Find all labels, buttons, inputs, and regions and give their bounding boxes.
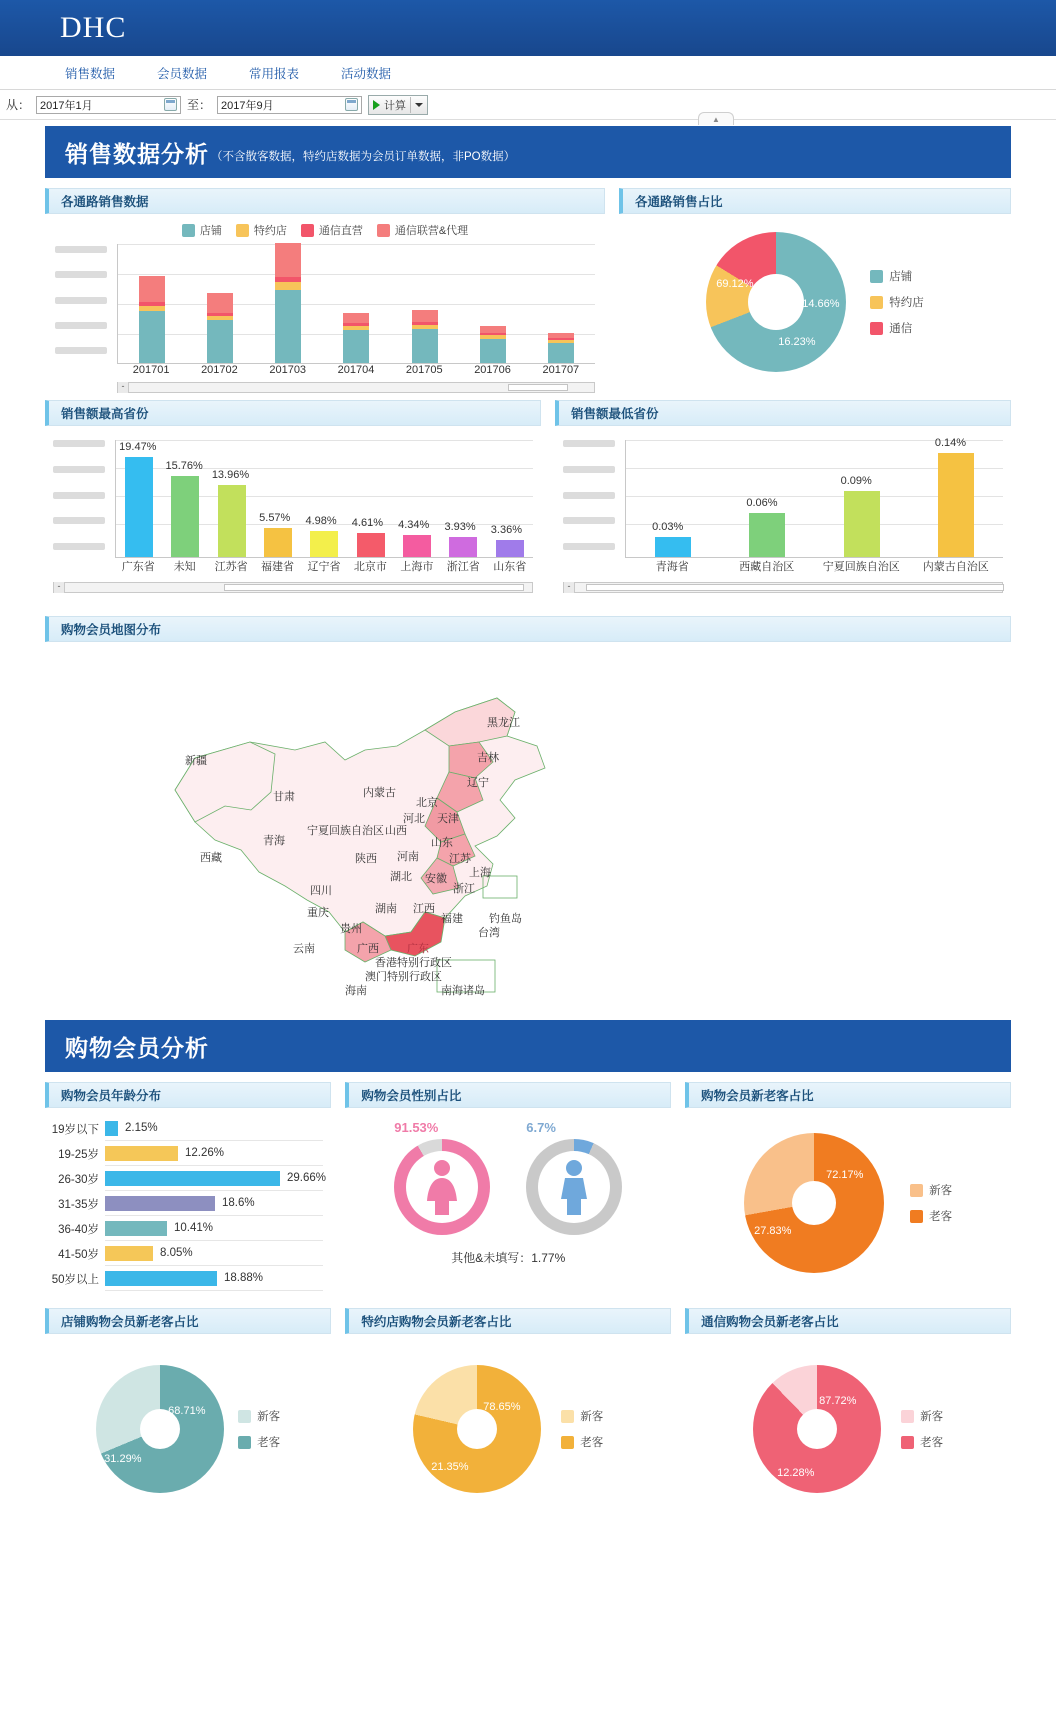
comm-newold-legend xyxy=(901,1408,943,1450)
member-section-title: 购物会员分析 xyxy=(65,1034,209,1061)
bar-201704[interactable] xyxy=(343,313,369,363)
female-pct: 91.53% xyxy=(394,1120,439,1135)
map-label-tianjin: 天津 xyxy=(437,813,459,825)
legend-item-old: 老客 xyxy=(561,1434,603,1450)
map-label-henan: 河南 xyxy=(397,851,419,863)
map-label-neimenggu: 内蒙古 xyxy=(363,787,396,799)
store-label-old: 68.71% xyxy=(168,1405,206,1417)
to-date-input[interactable] xyxy=(217,96,362,114)
donut-label-store: 69.12% xyxy=(716,278,754,290)
panel-agent-newold xyxy=(345,1308,671,1524)
legend-item-comm: 通信 xyxy=(870,320,924,336)
age-row[interactable]: 26-30岁 29.66% xyxy=(45,1166,323,1191)
male-pct: 6.7% xyxy=(526,1120,556,1135)
bottom-province-x-axis: 青海省 西藏自治区 宁夏回族自治区 内蒙古自治区 xyxy=(655,561,989,573)
top-province-scrollbar[interactable] xyxy=(53,582,533,593)
agent-newold-chart xyxy=(345,1334,671,1524)
comm-label-new: 12.28% xyxy=(777,1467,815,1479)
bar-shanghai[interactable]: 4.34% xyxy=(403,535,431,557)
channel-sales-chart xyxy=(45,214,605,390)
from-label: 从： xyxy=(6,98,31,112)
newold-label-new: 27.83% xyxy=(754,1225,792,1237)
map-label-beijing: 北京 xyxy=(416,797,438,809)
panel-title-top-province: 销售额最高省份 xyxy=(45,400,541,426)
calculate-button[interactable] xyxy=(368,95,428,115)
panel-channel-share xyxy=(619,188,1011,390)
channel-sales-x-axis: 201701 201702 201703 201704 201705 201706 201707 xyxy=(132,364,580,376)
bar-jiangsu[interactable]: 13.96% xyxy=(218,485,246,557)
member-map-chart[interactable] xyxy=(45,642,1011,1002)
brand-logo: DHC xyxy=(60,11,127,44)
map-label-hubei: 湖北 xyxy=(390,871,412,883)
divider xyxy=(410,97,411,113)
scroll-thumb[interactable] xyxy=(586,584,1004,591)
store-newold-legend xyxy=(238,1408,280,1450)
bar-unknown[interactable]: 15.76% xyxy=(171,476,199,557)
map-label-hongkong: 香港特别行政区 xyxy=(375,957,452,969)
bar-fujian[interactable]: 5.57% xyxy=(264,528,292,557)
map-label-zhejiang: 浙江 xyxy=(453,883,475,895)
bar-ningxia[interactable]: 0.09% xyxy=(844,491,880,557)
map-label-guangxi: 广西 xyxy=(357,943,379,955)
legend-item-store: 店铺 xyxy=(182,222,222,238)
app-header xyxy=(0,0,1056,56)
panel-newold xyxy=(685,1082,1011,1298)
scroll-thumb[interactable] xyxy=(224,584,524,591)
age-row[interactable]: 19-25岁 12.26% xyxy=(45,1141,323,1166)
age-row[interactable]: 36-40岁 10.41% xyxy=(45,1216,323,1241)
map-label-hebei: 河北 xyxy=(403,813,425,825)
panel-title-store-newold: 店铺购物会员新老客占比 xyxy=(45,1308,331,1334)
legend-item-new: 新客 xyxy=(901,1408,943,1424)
legend-item-store: 店铺 xyxy=(870,268,924,284)
calendar-icon[interactable] xyxy=(345,98,358,111)
male-icon xyxy=(554,1159,594,1215)
china-map-svg[interactable] xyxy=(45,650,1011,1010)
bar-201702[interactable] xyxy=(207,293,233,363)
legend-item-agent: 特约店 xyxy=(870,294,924,310)
to-label: 至： xyxy=(187,98,212,112)
map-label-macau: 澳门特别行政区 xyxy=(365,971,442,983)
channel-share-chart xyxy=(619,214,1011,390)
agent-newold-legend xyxy=(561,1408,603,1450)
panel-member-map xyxy=(45,616,1011,1002)
map-label-diaoyudao: 钓鱼岛 xyxy=(489,913,522,925)
bar-201701[interactable] xyxy=(139,276,165,363)
comm-newold-donut[interactable] xyxy=(753,1365,881,1493)
map-label-shaanxi: 陕西 xyxy=(355,853,377,865)
map-label-yunnan: 云南 xyxy=(293,943,315,955)
calendar-icon[interactable] xyxy=(164,98,177,111)
panel-title-member-map: 购物会员地图分布 xyxy=(45,616,1011,642)
legend-item-old: 老客 xyxy=(238,1434,280,1450)
panel-comm-newold xyxy=(685,1308,1011,1524)
agent-label-new: 21.35% xyxy=(431,1461,469,1473)
map-label-jiangxi: 江西 xyxy=(413,903,435,915)
donut-label-comm: 16.23% xyxy=(778,336,816,348)
sales-section-title: 销售数据分析 xyxy=(65,140,209,167)
top-province-x-axis: 广东省 未知 江苏省 福建省 辽宁省 北京市 上海市 浙江省 山东省 xyxy=(121,561,527,573)
nav-item-reports[interactable]: 常用报表 xyxy=(249,66,300,81)
scroll-thumb[interactable] xyxy=(508,384,568,391)
panel-title-age: 购物会员年龄分布 xyxy=(45,1082,331,1108)
bar-guangdong[interactable]: 19.47% xyxy=(125,457,153,557)
calculate-label: 计算 xyxy=(384,99,407,112)
sales-section-subtitle: （不含散客数据，特约店数据为会员订单数据，非PO数据） xyxy=(211,150,516,163)
legend-item-comm-agency: 通信联营&代理 xyxy=(377,222,468,238)
panel-title-comm-newold: 通信购物会员新老客占比 xyxy=(685,1308,1011,1334)
panel-age xyxy=(45,1082,331,1298)
store-newold-donut[interactable] xyxy=(96,1365,224,1493)
donut-label-agent: 14.66% xyxy=(802,298,840,310)
map-label-hainan: 海南 xyxy=(345,985,367,997)
panel-title-newold: 购物会员新老客占比 xyxy=(685,1082,1011,1108)
bar-201705[interactable] xyxy=(412,310,438,363)
bar-neimenggu[interactable]: 0.14% xyxy=(938,453,974,557)
map-label-sichuan: 四川 xyxy=(310,885,332,897)
map-label-shandong: 山东 xyxy=(431,837,453,849)
map-label-gansu: 甘肃 xyxy=(273,791,295,803)
bottom-province-scrollbar[interactable] xyxy=(563,582,1003,593)
legend-item-comm-direct: 通信直营 xyxy=(301,222,363,238)
map-label-hunan: 湖南 xyxy=(375,903,397,915)
agent-label-old: 78.65% xyxy=(483,1401,521,1413)
panel-title-gender: 购物会员性别占比 xyxy=(345,1082,671,1108)
chevron-down-icon[interactable] xyxy=(415,103,423,107)
bar-liaoning[interactable]: 4.98% xyxy=(310,531,338,557)
scroll-minus-icon[interactable]: - xyxy=(54,582,65,593)
nav-item-sales[interactable]: 销售数据 xyxy=(65,66,116,81)
newold-label-old: 72.17% xyxy=(826,1169,864,1181)
channel-share-legend xyxy=(870,268,924,336)
map-label-shanxi: 山西 xyxy=(385,825,407,837)
channel-sales-plot xyxy=(117,244,595,364)
from-date-value: 2017年1月 xyxy=(40,99,93,112)
map-label-guangdong: 广东 xyxy=(407,943,429,955)
map-label-xizang: 西藏 xyxy=(200,852,222,864)
comm-label-old: 87.72% xyxy=(819,1395,857,1407)
legend-item-new: 新客 xyxy=(561,1408,603,1424)
gender-note: 其他&未填写：1.77% xyxy=(451,1251,566,1265)
bar-xizang[interactable]: 0.06% xyxy=(749,513,785,557)
bar-201706[interactable] xyxy=(480,326,506,363)
top-province-plot xyxy=(115,440,533,558)
female-icon xyxy=(422,1159,462,1215)
map-label-xinjiang: 新疆 xyxy=(185,755,207,767)
date-filter-bar xyxy=(0,90,1056,124)
store-newold-chart xyxy=(45,1334,331,1524)
age-row[interactable]: 41-50岁 8.05% xyxy=(45,1241,323,1266)
bar-201707[interactable] xyxy=(548,333,574,363)
panel-title-channel-share: 各通路销售占比 xyxy=(619,188,1011,214)
nav-item-members[interactable]: 会员数据 xyxy=(157,66,208,81)
member-section-banner xyxy=(45,1020,1011,1072)
legend-item-new: 新客 xyxy=(910,1182,952,1198)
collapse-panel-toggle[interactable]: ▲ xyxy=(698,112,734,125)
bar-beijing[interactable]: 4.61% xyxy=(357,533,385,557)
panel-channel-sales xyxy=(45,188,605,390)
map-label-liaoning: 辽宁 xyxy=(467,777,489,789)
map-label-shanghai: 上海 xyxy=(469,867,491,879)
channel-sales-scrollbar[interactable] xyxy=(117,382,595,393)
map-label-qinghai: 青海 xyxy=(263,835,285,847)
map-label-jilin: 吉林 xyxy=(477,752,499,764)
panel-top-province xyxy=(45,400,541,606)
main-navigation xyxy=(0,56,1056,90)
panel-gender xyxy=(345,1082,671,1298)
legend-item-agent: 特约店 xyxy=(236,222,287,238)
map-label-ningxia: 宁夏回族自治区 xyxy=(307,825,384,837)
to-date-value: 2017年9月 xyxy=(221,99,274,112)
legend-item-old: 老客 xyxy=(910,1208,952,1224)
comm-newold-chart xyxy=(685,1334,1011,1524)
dashboard-content xyxy=(0,126,1056,1542)
gender-male-donut[interactable] xyxy=(526,1120,622,1235)
map-label-jiangsu: 江苏 xyxy=(449,853,471,865)
map-label-fujian: 福建 xyxy=(441,913,463,925)
from-date-input[interactable] xyxy=(36,96,181,114)
legend-item-new: 新客 xyxy=(238,1408,280,1424)
panel-store-newold xyxy=(45,1308,331,1524)
map-label-nanhaizhudao: 南海诸岛 xyxy=(441,985,485,997)
bar-qinghai[interactable]: 0.03% xyxy=(655,537,691,557)
age-chart xyxy=(45,1108,331,1298)
age-row[interactable]: 50岁以上 18.88% xyxy=(45,1266,323,1291)
y-axis-labels xyxy=(55,244,117,364)
map-label-heilongjiang: 黑龙江 xyxy=(487,717,520,729)
bottom-province-chart xyxy=(555,426,1011,606)
gender-chart xyxy=(345,1108,671,1298)
channel-sales-legend xyxy=(55,222,595,238)
scroll-minus-icon[interactable]: - xyxy=(118,382,129,393)
panel-title-channel-sales: 各通路销售数据 xyxy=(45,188,605,214)
bar-201703[interactable] xyxy=(275,243,301,363)
nav-item-campaigns[interactable]: 活动数据 xyxy=(341,66,392,81)
map-label-chongqing: 重庆 xyxy=(307,907,329,919)
scroll-minus-icon[interactable]: - xyxy=(564,582,575,593)
sales-section-banner xyxy=(45,126,1011,178)
bottom-province-plot xyxy=(625,437,1003,558)
play-icon xyxy=(373,100,380,110)
map-label-anhui: 安徽 xyxy=(425,873,447,885)
age-row[interactable]: 31-35岁 18.6% xyxy=(45,1191,323,1216)
newold-chart xyxy=(685,1108,1011,1298)
newold-donut[interactable] xyxy=(744,1133,884,1273)
bar-shandong[interactable]: 3.36% xyxy=(496,540,524,557)
store-label-new: 31.29% xyxy=(104,1453,142,1465)
top-province-chart xyxy=(45,426,541,606)
y-axis-labels xyxy=(563,440,625,558)
bar-zhejiang[interactable]: 3.93% xyxy=(449,537,477,557)
panel-bottom-province xyxy=(555,400,1011,606)
panel-title-bottom-province: 销售额最低省份 xyxy=(555,400,1011,426)
map-label-guizhou: 贵州 xyxy=(340,923,362,935)
y-axis-labels xyxy=(53,440,115,558)
gender-female-donut[interactable] xyxy=(394,1120,490,1235)
panel-title-agent-newold: 特约店购物会员新老客占比 xyxy=(345,1308,671,1334)
agent-newold-donut[interactable] xyxy=(413,1365,541,1493)
map-label-taiwan: 台湾 xyxy=(478,927,500,939)
channel-share-donut[interactable] xyxy=(706,232,846,372)
newold-legend xyxy=(910,1182,952,1224)
legend-item-old: 老客 xyxy=(901,1434,943,1450)
age-row[interactable]: 19岁以下 2.15% xyxy=(45,1116,323,1141)
